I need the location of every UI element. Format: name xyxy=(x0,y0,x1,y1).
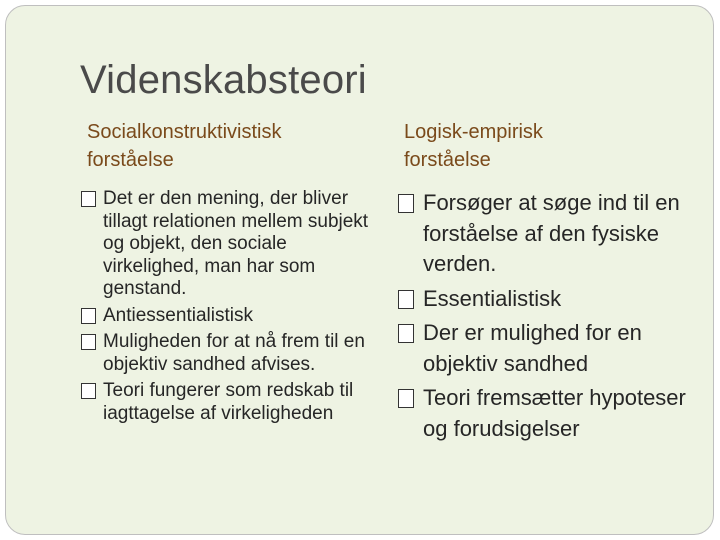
list-item xyxy=(81,188,381,301)
square-bullet-icon xyxy=(81,334,96,350)
slide-title: Videnskabsteori xyxy=(80,58,367,102)
right-column-heading: Logisk-empirisk forståelse xyxy=(404,121,543,171)
bullet-text: Det er den mening, der bliver tillagt relationen mellem subjekt og objekt, den sociale virkelighed, man har som genstand. xyxy=(103,188,369,299)
square-bullet-icon xyxy=(81,383,96,399)
list-item xyxy=(398,188,698,280)
bullet-text: Der er mulighed for en objektiv sandhed xyxy=(423,320,642,376)
list-item xyxy=(81,380,381,425)
slide xyxy=(5,5,714,535)
bullet-text: Teori fremsætter hypoteser og forudsigelser xyxy=(423,385,686,441)
bullet-text: Teori fungerer som redskab til iagttagelse af virkeligheden xyxy=(103,380,354,424)
list-item xyxy=(81,331,381,376)
bullet-text: Forsøger at søge ind til en forståelse af den fysiske verden. xyxy=(423,190,680,276)
left-column-heading: Socialkonstruktivistisk forståelse xyxy=(87,121,282,171)
right-bullet-list xyxy=(398,188,698,444)
left-column xyxy=(81,118,381,429)
list-item xyxy=(81,305,381,328)
square-bullet-icon xyxy=(398,194,414,213)
left-bullet-list xyxy=(81,188,381,425)
list-item xyxy=(398,284,698,315)
bullet-text: Muligheden for at nå frem til en objektiv sandhed afvises. xyxy=(103,331,365,375)
square-bullet-icon xyxy=(398,389,414,408)
square-bullet-icon xyxy=(398,290,414,309)
square-bullet-icon xyxy=(81,308,96,324)
right-column xyxy=(398,118,698,448)
list-item xyxy=(398,383,698,444)
square-bullet-icon xyxy=(398,324,414,343)
bullet-text: Antiessentialistisk xyxy=(103,304,253,326)
list-item xyxy=(398,318,698,379)
bullet-text: Essentialistisk xyxy=(423,285,562,311)
square-bullet-icon xyxy=(81,191,96,207)
